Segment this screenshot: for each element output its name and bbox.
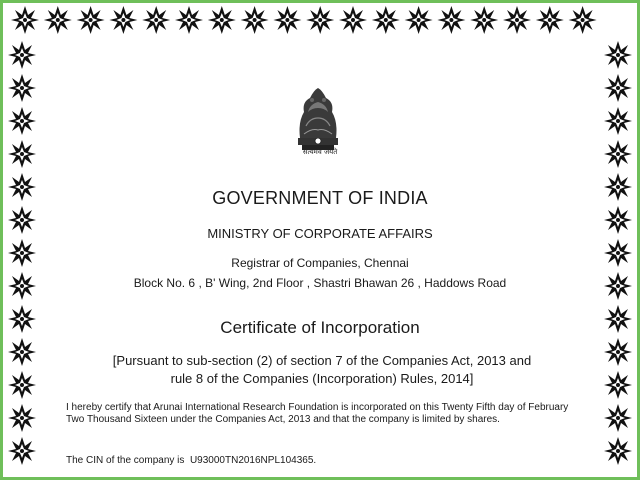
cin-value: U93000TN2016NPL104365. [189,455,317,466]
star-ornament-icon [604,272,632,300]
certify-paragraph: I hereby certify that Arunai International Research Foundation is incorporated on this Twenty Fifth day of February Two Thousand Sixteen under the Companies Act, 2013 and that the company is limited by shares. [66,402,569,425]
star-ornament-icon [470,6,498,34]
star-ornament-icon [8,305,36,333]
pursuant-clause [62,352,582,388]
star-ornament-icon [604,338,632,366]
cin-line [66,455,586,466]
star-ornament-icon [175,6,203,34]
address-line: Block No. 6 , B' Wing, 2nd Floor , Shastri Bhawan 26 , Haddows Road [133,276,507,290]
star-ornament-icon [604,371,632,399]
pursuant-line-1: [Pursuant to sub-section (2) of section 7 of the Companies Act, 2013 and [112,353,532,368]
star-ornament-icon [604,437,632,465]
star-ornament-icon [8,173,36,201]
pursuant-line-2: rule 8 of the Companies (Incorporation) Rules, 2014] [170,371,474,386]
star-ornament-icon [109,6,137,34]
star-ornament-icon [372,6,400,34]
star-ornament-icon [44,6,72,34]
star-ornament-icon [536,6,564,34]
star-ornament-icon [8,206,36,234]
star-ornament-icon [208,6,236,34]
star-ornament-icon [604,239,632,267]
star-ornament-icon [8,107,36,135]
star-ornament-icon [8,239,36,267]
star-ornament-icon [405,6,433,34]
ministry-heading: MINISTRY OF CORPORATE AFFAIRS [207,226,433,241]
government-heading: GOVERNMENT OF INDIA [212,188,428,208]
star-ornament-icon [604,206,632,234]
cin-label: The CIN of the company is [66,455,185,466]
star-ornament-icon [241,6,269,34]
star-ornament-icon [604,305,632,333]
star-ornament-icon [339,6,367,34]
star-ornament-icon [8,272,36,300]
star-ornament-icon [604,404,632,432]
star-ornament-icon [11,6,39,34]
star-ornament-icon [604,173,632,201]
registrar-line: Registrar of Companies, Chennai [231,256,409,270]
star-ornament-icon [604,140,632,168]
star-ornament-icon [8,437,36,465]
star-ornament-icon [604,107,632,135]
star-ornament-icon [8,404,36,432]
star-ornament-icon [569,6,597,34]
star-ornament-icon [8,140,36,168]
star-ornament-icon [437,6,465,34]
star-ornament-icon [604,74,632,102]
star-ornament-icon [8,74,36,102]
star-ornament-icon [273,6,301,34]
star-ornament-icon [142,6,170,34]
star-ornament-icon [503,6,531,34]
certificate-title: Certificate of Incorporation [220,318,420,337]
star-ornament-icon [8,338,36,366]
star-ornament-icon [604,41,632,69]
star-ornament-icon [77,6,105,34]
emblem-motto: सत्यमेव जयते [302,148,338,156]
star-ornament-icon [8,371,36,399]
star-ornament-icon [8,41,36,69]
star-ornament-icon [306,6,334,34]
